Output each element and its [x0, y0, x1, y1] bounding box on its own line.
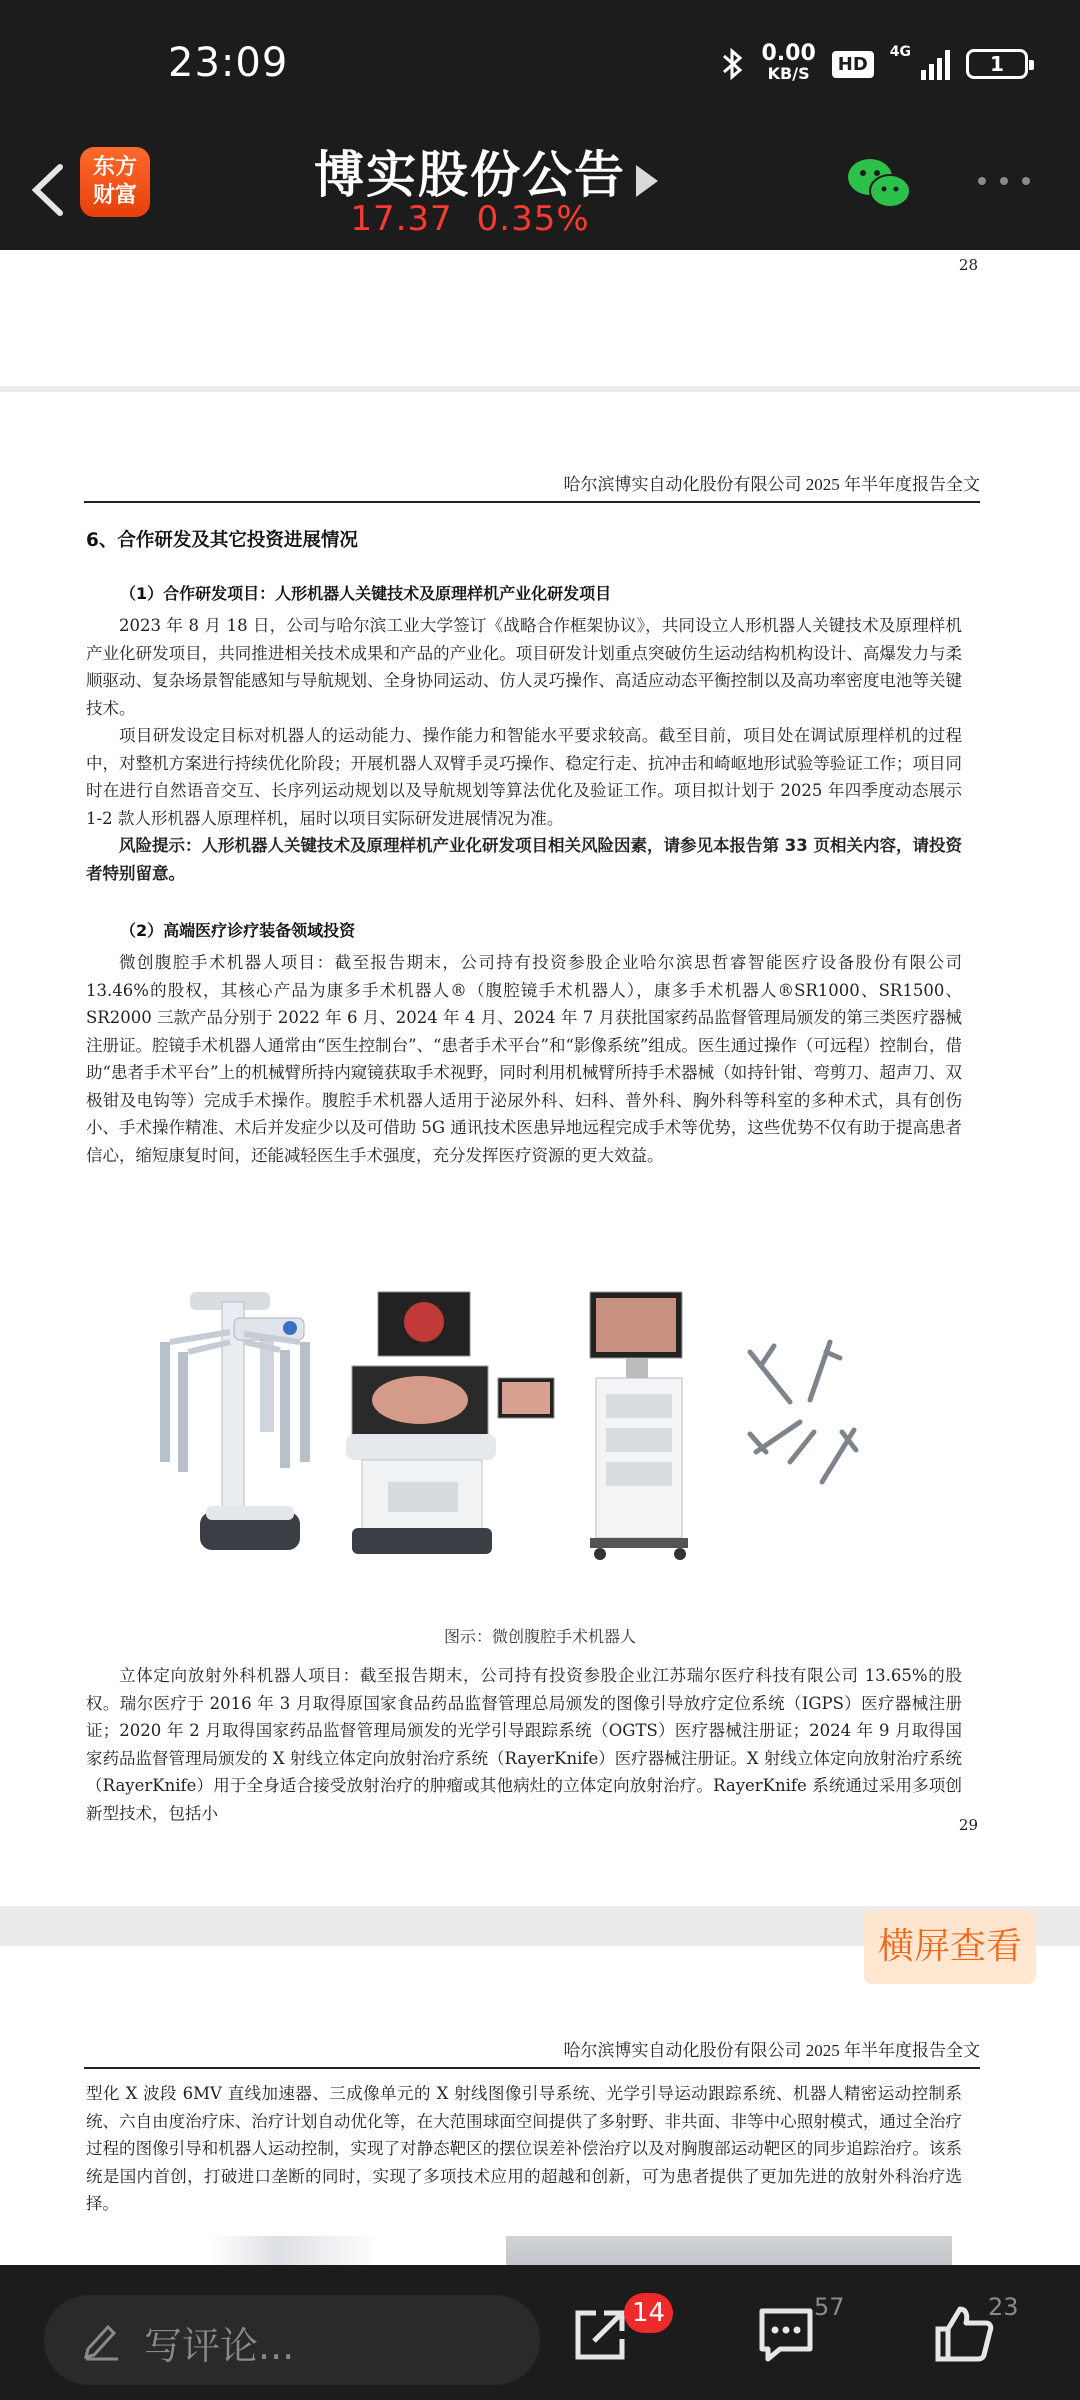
subsection-title: （1）合作研发项目：人形机器人关键技术及原理样机产业化研发项目 — [120, 584, 612, 603]
status-icons — [721, 41, 1028, 84]
vision-tower-image — [590, 1292, 688, 1560]
network-type: 4G — [889, 44, 911, 60]
comment-count: 57 — [814, 2293, 845, 2321]
battery-icon: 1 — [966, 49, 1028, 79]
bluetooth-icon — [721, 46, 745, 82]
paragraph: 2023 年 8 月 18 日，公司与哈尔滨工业大学签订《战略合作框架协议》，共同设立人形机器人关键技术及原理样机产业化研发项目，共同推进相关技术成果和产品的产业化。项目研发计划重点突破仿生运动结构机构设计、高爆发力与柔顺驱动、复杂场景智能感知与导航规划、全身协同运动、仿人灵巧操作、高适应动态平衡控制以及高功率密度电池等关键技术。 — [86, 616, 962, 718]
landscape-view-button[interactable]: 横屏查看 — [864, 1910, 1036, 1984]
page-title: 博实股份公告 — [314, 146, 626, 204]
page-number: 28 — [958, 256, 978, 274]
section-title: 6、合作研发及其它投资进展情况 — [86, 530, 358, 551]
signal-icon — [921, 48, 950, 80]
paragraph: 立体定向放射外科机器人项目：截至报告期末，公司持有投资参股企业江苏瑞尔医疗科技有限公司 13.65%的股权。瑞尔医疗于 2016 年 3 月取得原国家食品药品监督管理总局颁发的图像引导放疗定位系统（IGPS）医疗器械注册证；2020 年 2 月取得国家药品监督管理局颁发的光学引导跟踪系统（OGTS）医疗器械注册证；2024 年 9 月取得国家药品监督管理局颁发的 X 射线立体定向放射治疗系统（RayerKnife）医疗器械注册证。X 射线立体定向放射治疗系统（RayerKnife）用于全身适合接受放射治疗的肿瘤或其他病灶的立体定向放射治疗。RayerKnife 系统通过采用多项创新型技术，包括小 — [86, 1666, 962, 1823]
risk-notice: 风险提示：人形机器人关键技术及原理样机产业化研发项目相关风险因素，请参见本报告第 33 页相关内容，请投资者特别留意。 — [86, 836, 962, 883]
surgeon-console-image — [346, 1292, 554, 1554]
figure-caption: 图示：微创腹腔手术机器人 — [443, 1627, 636, 1646]
share-icon[interactable] — [572, 2305, 630, 2363]
paragraph: 微创腹腔手术机器人项目：截至报告期末，公司持有投资参股企业哈尔滨思哲睿智能医疗设备股份有限公司 13.46%的股权，其核心产品为康多手术机器人®（腹腔镜手术机器人），康多手术机器人®SR1000、SR1500、SR2000 三款产品分别于 2022 年 6 月、2024 年 4 月、2024 年 7 月获批国家药品监督管理局颁发的第三类医疗器械注册证。腔镜手术机器人通常由“医生控制台”、“患者手术平台”和“影像系统”组成。医生通过操作（可远程）控制台，借助“患者手术平台”上的机械臂所持内窥镜获取手术视野，同时利用机械臂所持手术器械（如持针钳、弯剪刀、超声刀、双极钳及电钩等）完成手术操作。腹腔手术机器人适用于泌尿外科、妇科、普外科、胸外科等科室的多种术式，具有创伤小、手术操作精准、术后并发症少以及可借助 5G 通讯技术医患异地远程完成手术等优势，这些优势不仅有助于提高患者信心，缩短康复时间，还能减轻医生手术强度，充分发挥医疗资源的更大效益。 — [86, 953, 962, 1165]
figure-fragment — [506, 2236, 952, 2265]
more-icon[interactable] — [974, 171, 1034, 191]
body-text — [86, 1662, 962, 1827]
pen-icon — [82, 2319, 122, 2361]
status-time: 23:09 — [168, 40, 289, 86]
comment-input[interactable] — [44, 2295, 540, 2385]
page-number: 29 — [958, 1816, 978, 1834]
like-count: 23 — [988, 2293, 1019, 2321]
body-text — [86, 949, 962, 1169]
stock-price: 17.37 — [350, 199, 453, 239]
running-header: 哈尔滨博实自动化股份有限公司 2025 年半年度报告全文 — [84, 470, 980, 503]
comment-icon[interactable] — [756, 2305, 816, 2363]
instruments-image — [750, 1342, 856, 1482]
stock-change: 0.35% — [476, 199, 590, 239]
body-text — [86, 612, 962, 887]
share-count-badge: 14 — [624, 2293, 673, 2333]
comment-placeholder: 写评论... — [144, 2324, 295, 2368]
surgical-robot-figure — [150, 1282, 910, 1562]
play-icon[interactable] — [636, 165, 658, 197]
paragraph: 型化 X 波段 6MV 直线加速器、三成像单元的 X 射线图像引导系统、光学引导运动跟踪系统、机器人精密运动控制系统、六自由度治疗床、治疗计划自动优化等，在大范围球面空间提供了多射野、非共面、非等中心照射模式，通过全治疗过程的图像引导和机器人运动控制，实现了对静态靶区的摆位误差补偿治疗以及对胸腹部运动靶区的同步追踪治疗。该系统是国内首创，打破进口垄断的同时，实现了多项技术应用的超越和创新，可为患者提供了更加先进的放射外科治疗选择。 — [86, 2084, 962, 2213]
like-icon[interactable] — [934, 2305, 994, 2363]
pdf-page — [0, 1946, 1080, 2265]
running-header: 哈尔滨博实自动化股份有限公司 2025 年半年度报告全文 — [84, 2036, 980, 2069]
bottom-action-bar — [0, 2265, 1080, 2400]
wechat-icon[interactable] — [846, 155, 912, 211]
network-speed: 0.00 KB/S — [761, 41, 816, 83]
status-bar — [0, 0, 1080, 135]
pdf-page — [0, 392, 1080, 1906]
pdf-page — [0, 250, 1080, 386]
body-text — [86, 2080, 962, 2218]
app-logo[interactable]: 东方 财富 — [80, 147, 150, 217]
subsection-title: （2）高端医疗诊疗装备领域投资 — [120, 921, 356, 940]
app-header — [0, 135, 1080, 250]
patient-cart-image — [160, 1292, 310, 1550]
stock-quote — [0, 199, 940, 239]
figure-fragment — [210, 2236, 380, 2265]
paragraph: 项目研发设定目标对机器人的运动能力、操作能力和智能水平要求较高。截至目前，项目处在调试原理样机的过程中，对整机方案进行持续优化阶段；开展机器人双臂手灵巧操作、稳定行走、抗冲击和崎岖地形试验等验证工作；项目同时在进行自然语音交互、长序列运动规划以及导航规划等算法优化及验证工作。项目拟计划于 2025 年四季度动态展示 1-2 款人形机器人原理样机，届时以项目实际研发进展情况为准。 — [86, 726, 962, 828]
hd-icon: HD — [832, 51, 874, 78]
